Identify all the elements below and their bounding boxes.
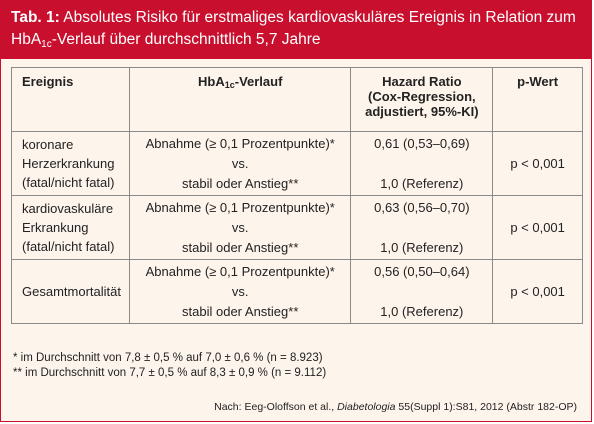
event-line: Herzerkrankung (22, 156, 115, 171)
hr-value: 0,56 (0,50–0,64) (374, 263, 470, 279)
event-cell (12, 196, 130, 260)
header-verlauf-text: -Verlauf (234, 74, 283, 89)
header-ereignis: Ereignis (12, 68, 130, 132)
hr-value: 0,63 (0,56–0,70) (374, 199, 470, 215)
course-line: vs. (231, 283, 249, 299)
header-hr-line-3: adjustiert, 95%-KI) (365, 104, 479, 119)
footnote: * im Durchschnitt von 7,8 ± 0,5 % auf 7,0 ± 0,6 % (n = 8.923) (13, 352, 323, 364)
event-line: (fatal/nicht fatal) (22, 239, 115, 254)
course-line: Abnahme (≥ 0,1 Prozentpunkte)* (145, 263, 335, 279)
course-cell (129, 132, 351, 196)
event-line: Gesamtmortalität (22, 284, 121, 299)
table-title (1, 1, 591, 59)
hr-reference: 1,0 (Referenz) (380, 303, 464, 319)
title-prefix: Tab. 1: (11, 9, 60, 26)
header-hba-verlauf (129, 68, 351, 132)
title-hba: HbA (11, 31, 42, 48)
source-citation (214, 401, 577, 413)
event-cell (12, 132, 130, 196)
event-cell (12, 260, 130, 324)
course-line: Abnahme (≥ 0,1 Prozentpunkte)* (145, 135, 335, 151)
p-cell: p < 0,001 (493, 260, 583, 324)
table-row (12, 132, 583, 196)
header-hr-line-2: (Cox-Regression, (368, 89, 476, 104)
header-hr-line-1: Hazard Ratio (382, 74, 462, 89)
hr-reference: 1,0 (Referenz) (380, 239, 464, 255)
title-text-1: Absolutes Risiko für erstmaliges kardiovaskuläres Ereignis in Relation zum (63, 9, 576, 26)
course-line: vs. (231, 155, 249, 171)
header-row (12, 68, 583, 132)
event-line: koronare (22, 137, 74, 152)
footnote: ** im Durchschnitt von 7,7 ± 0,5 % auf 8,3 ± 0,9 % (n = 9.112) (13, 367, 327, 379)
course-cell (129, 260, 351, 324)
results-table (11, 67, 583, 324)
course-line: stabil oder Anstieg** (182, 303, 299, 319)
title-text-2: -Verlauf über durchschnittlich 5,7 Jahre (51, 31, 321, 48)
title-line-1 (11, 7, 581, 29)
course-cell (129, 196, 351, 260)
title-line-2 (11, 29, 581, 56)
header-hba-sub: 1c (224, 80, 235, 90)
hr-reference: 1,0 (Referenz) (380, 175, 464, 191)
footnotes (13, 351, 326, 381)
hr-cell (351, 196, 493, 260)
source-prefix: Nach: Eeg-Oloffson et al., (214, 401, 338, 413)
p-cell: p < 0,001 (493, 196, 583, 260)
course-line: stabil oder Anstieg** (182, 175, 299, 191)
header-hba-text: HbA (198, 74, 225, 89)
title-hba-sub: 1c (41, 39, 52, 50)
header-p-wert: p-Wert (493, 68, 583, 132)
source-journal: Diabetologia (337, 401, 396, 413)
event-line: Erkrankung (22, 220, 89, 235)
source-suffix: 55(Suppl 1):S81, 2012 (Abstr 182-OP) (395, 401, 577, 413)
hr-value: 0,61 (0,53–0,69) (374, 135, 470, 151)
course-line: vs. (231, 219, 249, 235)
event-line: kardiovaskuläre (22, 201, 114, 216)
table-row (12, 196, 583, 260)
header-hazard-ratio (351, 68, 493, 132)
hr-cell (351, 260, 493, 324)
table-row (12, 260, 583, 324)
event-line: (fatal/nicht fatal) (22, 175, 115, 190)
course-line: stabil oder Anstieg** (182, 239, 299, 255)
p-cell: p < 0,001 (493, 132, 583, 196)
course-line: Abnahme (≥ 0,1 Prozentpunkte)* (145, 199, 335, 215)
hr-cell (351, 132, 493, 196)
